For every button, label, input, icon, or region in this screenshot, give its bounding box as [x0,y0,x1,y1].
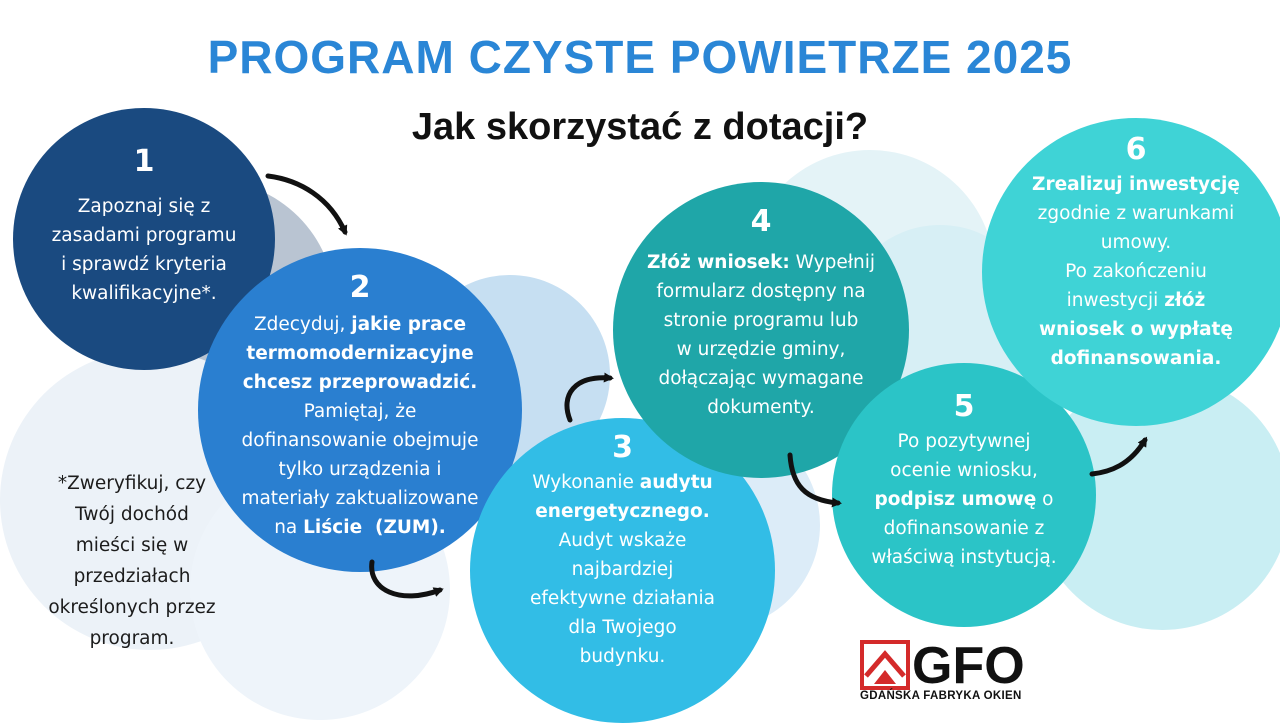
footnote: *Zweryfikuj, czy Twój dochód mieści się w przedziałach określonych przez program. [48,473,216,649]
step-1-number: 1 [133,144,155,179]
arrow-5-to-6 [1092,440,1145,474]
step-2-number: 2 [349,270,371,305]
step-6-text: Zrealizuj inwestycję zgodnie z warunkami umowy. Po zakończeniu inwestycji złóż wniosek o wypłatę dofinansowania. [1032,174,1240,369]
step-6-number: 6 [1125,132,1147,167]
arrow-1-to-2 [268,176,345,232]
step-5-number: 5 [953,389,975,424]
logo-tagline: GDAŃSKA FABRYKA OKIEN [860,690,1022,702]
arrow-4-to-5 [790,455,838,503]
page-subtitle: Jak skorzystać z dotacji? [411,106,869,148]
step-2-text: Zdecyduj, jakie prace termomodernizacyjne chcesz przeprowadzić. Pamiętaj, że dofinansowanie obejmuje tylko urządzenia i materiały zaktualizowane na Liście (ZUM). [241,314,479,538]
logo-name: GFO [912,637,1025,695]
step-3-number: 3 [612,430,633,465]
step-5-text: Po pozytywnej ocenie wniosku, podpisz umowę o dofinansowanie z właściwą instytucją. [871,431,1057,568]
step-1-text: Zapoznaj się z zasadami programu i sprawdź kryteria kwalifikacyjne*. [51,196,237,304]
step-4-number: 4 [750,204,772,239]
page-title: PROGRAM CZYSTE POWIETRZE 2025 [207,31,1073,83]
step-3-text: Wykonanie audytu energetycznego. Audyt wskaże najbardziej efektywne działania dla Twojego budynku. [529,472,716,667]
arrow-2-to-3 [372,562,440,596]
step-4-text: Złóż wniosek: Wypełnij formularz dostępny na stronie programu lub w urzędzie gminy, dołączając wymagane dokumenty. [647,252,875,418]
arrow-3-to-4 [567,378,610,420]
